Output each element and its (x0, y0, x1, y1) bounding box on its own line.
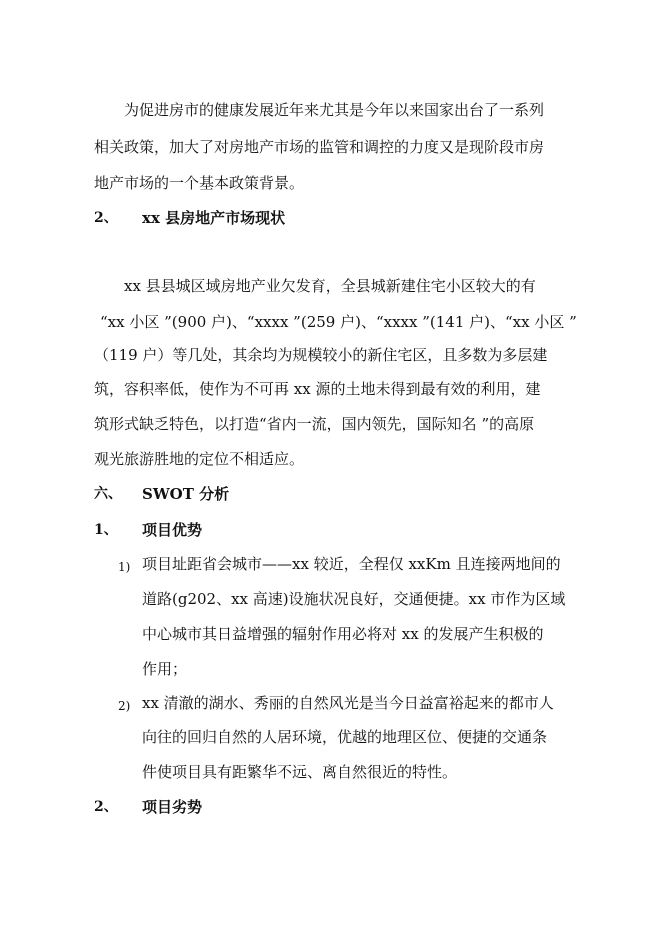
advantages-number: 1、 (94, 522, 118, 538)
advantage-item-1-line-1: 项目址距省会城市——xx 较近，全程仅 xxKm 且连接两地间的 (142, 555, 561, 573)
intro-line-1: 为促进房市的健康发展近年来尤其是今年以来国家出台了一系列 (124, 101, 545, 119)
intro-line-3: 地产市场的一个基本政策背景。 (94, 174, 305, 192)
status-line-6: 观光旅游胜地的定位不相适应。 (94, 450, 305, 468)
section-2-number: 2、 (94, 210, 118, 226)
status-line-4: 筑，容积率低，使作为不可再 xx 源的土地未得到最有效的利用，建 (94, 380, 541, 398)
section-6-number: 六、 (94, 486, 122, 502)
advantage-item-1-line-4: 作用； (142, 660, 188, 678)
disadvantages-number: 2、 (94, 799, 118, 815)
status-line-5: 筑形式缺乏特色，以打造“省内一流，国内领先，国际知名 ”的高原 (94, 415, 535, 433)
section-2-title: xx 县房地产市场现状 (142, 209, 286, 227)
advantages-title: 项目优势 (142, 521, 203, 539)
advantage-item-2-line-3: 件使项目具有距繁华不远、离自然很近的特性。 (142, 763, 458, 781)
status-line-3: （119 户）等几处，其余均为规模较小的新住宅区，且多数为多层建 (94, 346, 548, 364)
status-line-2: “xx 小区 ”(900 户)、“xxxx ”(259 户)、“xxxx ”(141 户)、“xx 小区 ” (100, 313, 577, 331)
advantage-item-2-line-2: 向往的回归自然的人居环境，优越的地理区位、便捷的交通条 (142, 728, 548, 746)
section-6-title: SWOT 分析 (142, 485, 230, 503)
advantage-item-2-marker: 2) (118, 699, 131, 713)
status-line-1: xx 县县城区域房地产业欠发育，全县城新建住宅小区较大的有 (124, 277, 536, 295)
advantage-item-1-marker: 1) (118, 560, 131, 574)
advantage-item-1-line-3: 中心城市其日益增强的辐射作用必将对 xx 的发展产生积极的 (142, 625, 544, 643)
intro-line-2: 相关政策，加大了对房地产市场的监管和调控的力度又是现阶段市房 (94, 138, 545, 156)
disadvantages-title: 项目劣势 (142, 798, 203, 816)
advantage-item-2-line-1: xx 清澈的湖水、秀丽的自然风光是当今日益富裕起来的都市人 (142, 694, 554, 712)
advantage-item-1-line-2: 道路(g202、xx 高速)设施状况良好，交通便捷。xx 市作为区域 (142, 590, 566, 608)
